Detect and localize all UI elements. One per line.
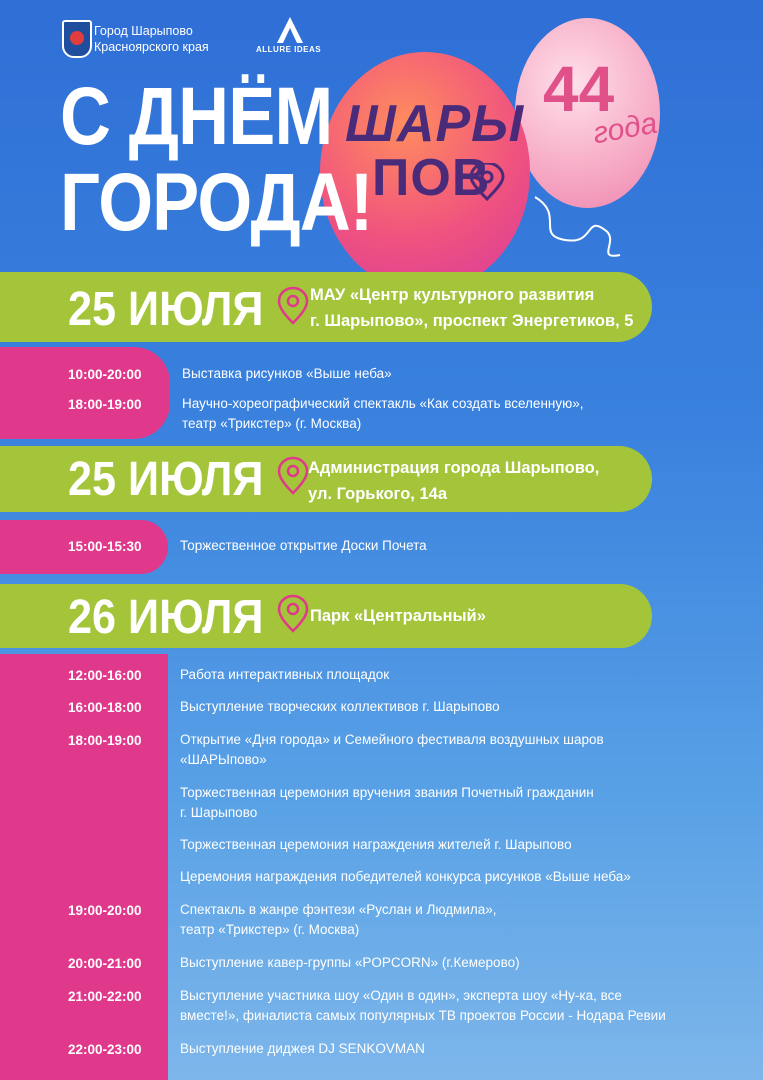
event-text-line-1: Открытие «Дня города» и Семейного фестиваля воздушных шаров xyxy=(180,732,604,747)
venue-1-line-1: МАУ «Центр культурного развития xyxy=(310,286,595,304)
event-text: Торжественное открытие Доски Почета xyxy=(180,538,427,553)
time-block-3 xyxy=(0,654,168,1080)
balloon-string-icon xyxy=(525,195,625,265)
event-time: 18:00-19:00 xyxy=(68,397,142,412)
event-text-line-1: Выступление участника шоу «Один в один», эксперта шоу «Ну-ка, все xyxy=(180,988,622,1003)
venue-2-line-2: ул. Горького, 14а xyxy=(308,485,447,503)
event-time: 10:00-20:00 xyxy=(68,367,142,382)
event-text-line-2: г. Шарыпово xyxy=(180,805,258,820)
city-crest-logo xyxy=(62,20,92,58)
event-time: 16:00-18:00 xyxy=(68,700,142,715)
event-time: 15:00-15:30 xyxy=(68,539,142,554)
event-text-line-2: «ШАРЫпово» xyxy=(180,752,267,767)
event-text-line-1: Научно-хореографический спектакль «Как создать вселенную», xyxy=(182,396,584,411)
event-text xyxy=(180,986,750,1026)
event-time: 19:00-20:00 xyxy=(68,903,142,918)
event-text: Выступление кавер-группы «POPCORN» (г.Кемерово) xyxy=(180,955,520,970)
years-number: 44 xyxy=(543,53,615,125)
venue-1 xyxy=(310,282,633,334)
event-text: Церемония награждения победителей конкурса рисунков «Выше неба» xyxy=(180,869,631,884)
event-time: 18:00-19:00 xyxy=(68,733,142,748)
years-word: года xyxy=(590,106,660,151)
date-label-1: 25 ИЮЛЯ xyxy=(68,283,264,336)
event-text: Торжественная церемония награждения жителей г. Шарыпово xyxy=(180,837,572,852)
event-text xyxy=(180,783,700,823)
city-line-2: Красноярского края xyxy=(94,40,209,54)
event-text: Работа интерактивных площадок xyxy=(180,667,390,682)
event-text xyxy=(182,394,702,434)
brand-line-2: ПОВ xyxy=(372,149,491,207)
event-text-line-2: театр «Трикстер» (г. Москва) xyxy=(182,416,362,431)
location-pin-icon xyxy=(276,594,310,634)
time-block-1 xyxy=(0,347,170,439)
event-text-line-2: вместе!», финалиста самых популярных ТВ проектов России - Нодара Ревии xyxy=(180,1008,666,1023)
brand-part-b: РЫ xyxy=(435,95,525,153)
page-headline xyxy=(60,71,373,248)
event-time: 22:00-23:00 xyxy=(68,1042,142,1057)
event-text: Выступление диджея DJ SENKOVMAN xyxy=(180,1041,425,1056)
event-text xyxy=(180,900,700,940)
brand-line-1 xyxy=(345,94,524,154)
venue-1-line-2: г. Шарыпово», проспект Энергетиков, 5 xyxy=(310,312,634,330)
date-label-2: 25 ИЮЛЯ xyxy=(68,453,264,506)
city-line-1: Город Шарыпово xyxy=(94,24,193,38)
event-time: 12:00-16:00 xyxy=(68,668,142,683)
allure-ideas-logo-icon xyxy=(275,15,305,45)
brand-part-a: ША xyxy=(345,95,436,153)
event-time: 21:00-22:00 xyxy=(68,989,142,1004)
event-text-line-1: Спектакль в жанре фэнтези «Руслан и Людмила», xyxy=(180,902,497,917)
venue-2-line-1: Администрация города Шарыпово, xyxy=(308,459,600,477)
event-text-line-1: Торжественная церемония вручения звания Почетный гражданин xyxy=(180,785,594,800)
event-text-line-2: театр «Трикстер» (г. Москва) xyxy=(180,922,360,937)
venue-3: Парк «Центральный» xyxy=(310,607,486,625)
location-pin-icon xyxy=(276,286,310,326)
headline-line-2: ГОРОДА! xyxy=(60,157,373,248)
brand-pin-icon xyxy=(467,163,507,203)
event-text: Выставка рисунков «Выше неба» xyxy=(182,366,392,381)
venue-2 xyxy=(308,455,599,507)
event-time: 20:00-21:00 xyxy=(68,956,142,971)
city-name xyxy=(94,23,209,55)
headline-line-1: С ДНЁМ xyxy=(60,71,333,162)
location-pin-icon xyxy=(276,456,310,496)
partner-name: ALLURE IDEAS xyxy=(256,45,322,54)
event-text xyxy=(180,730,700,770)
event-text: Выступление творческих коллективов г. Шарыпово xyxy=(180,699,500,714)
date-label-3: 26 ИЮЛЯ xyxy=(68,591,264,644)
